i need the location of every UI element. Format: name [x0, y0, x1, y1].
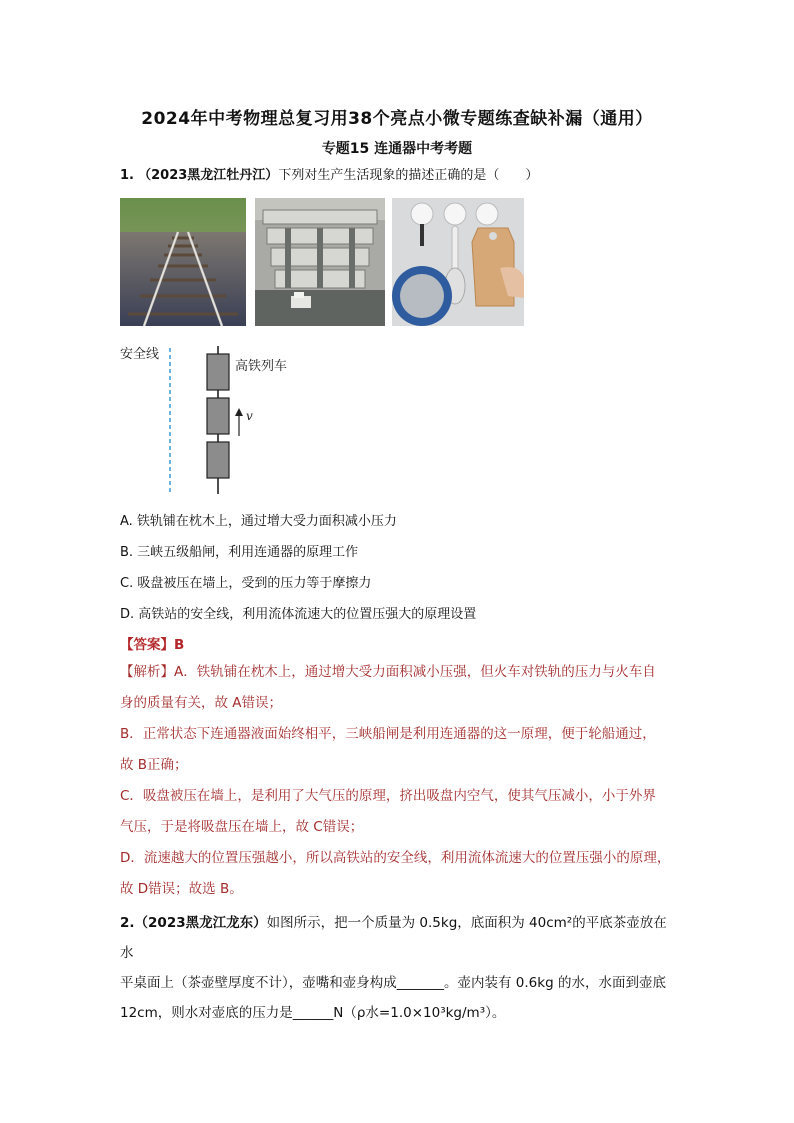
- train-label: 高铁列车: [235, 359, 288, 374]
- safety-line-label: 安全线: [120, 347, 160, 362]
- option-b: B. 三峡五级船闸，利用连通器的原理工作: [120, 545, 359, 560]
- question-2-source: （2023黑龙江龙东）: [134, 915, 267, 931]
- question-2-line: 2.（2023黑龙江龙东）如图所示，把一个质量为 0.5kg，底面积为 40cm²的平底茶壶放在水: [120, 915, 667, 961]
- velocity-label: v: [246, 409, 253, 423]
- question-2-line: 平桌面上（茶壶壁厚度不计），壶嘴和壶身构成_______。壶内装有 0.6kg 的水，水面到壶底: [120, 975, 666, 991]
- question-1-text: 下列对生产生活现象的描述正确的是（ ）: [278, 168, 539, 183]
- option-c: C. 吸盘被压在墙上，受到的压力等于摩擦力: [120, 576, 372, 591]
- explanation-line: 【解析】A．铁轨铺在枕木上，通过增大受力面积减小压强，但火车对铁轨的压力与火车自: [120, 664, 656, 680]
- train-car: [207, 398, 229, 434]
- explanation-line: C．吸盘被压在墙上，是利用了大气压的原理，挤出吸盘内空气，使其气压减小，小于外界: [120, 788, 656, 804]
- explanation-line: 故 D错误；故选 B。: [120, 881, 243, 897]
- option-a: A. 铁轨铺在枕木上，通过增大受力面积减小压力: [120, 514, 397, 529]
- suction-hook-photo: [392, 198, 524, 326]
- explanation: [120, 657, 676, 905]
- page-subtitle: 专题15 连通器中考考题: [321, 141, 473, 157]
- page-title: 2024年中考物理总复习用38个亮点小微专题练查缺补漏（通用）: [141, 109, 653, 129]
- explanation-line: 故 B正确；: [120, 757, 188, 773]
- explanation-line: 气压，于是将吸盘压在墙上，故 C错误；: [120, 819, 364, 835]
- question-2-number: 2.: [120, 915, 135, 931]
- question-1-number: 1.: [120, 168, 134, 183]
- question-1-stem: [120, 164, 538, 183]
- ship-lock-photo: [255, 198, 385, 326]
- velocity-arrowhead: [235, 408, 243, 416]
- explanation-line: D．流速越大的位置压强越小，所以高铁站的安全线，利用流体流速大的位置压强小的原理，: [120, 850, 671, 866]
- answer-label: 【答案】B: [120, 637, 185, 653]
- explanation-line: 身的质量有关，故 A错误；: [120, 695, 283, 711]
- option-d: D. 高铁站的安全线，利用流体流速大的位置压强大的原理设置: [120, 607, 477, 622]
- question-2-line: 12cm，则水对壶底的压力是______N（ρ水=1.0×10³kg/m³）。: [120, 1005, 506, 1021]
- explanation-line: B．正常状态下连通器液面始终相平，三峡船闸是利用连通器的这一原理，便于轮船通过，: [120, 726, 656, 742]
- question-1-source: （2023黑龙江牡丹江）: [138, 168, 279, 183]
- safety-line-diagram: [118, 340, 318, 500]
- train-car: [207, 354, 229, 390]
- question-2: [120, 908, 676, 1028]
- train-car: [207, 442, 229, 478]
- railway-photo: [120, 198, 246, 326]
